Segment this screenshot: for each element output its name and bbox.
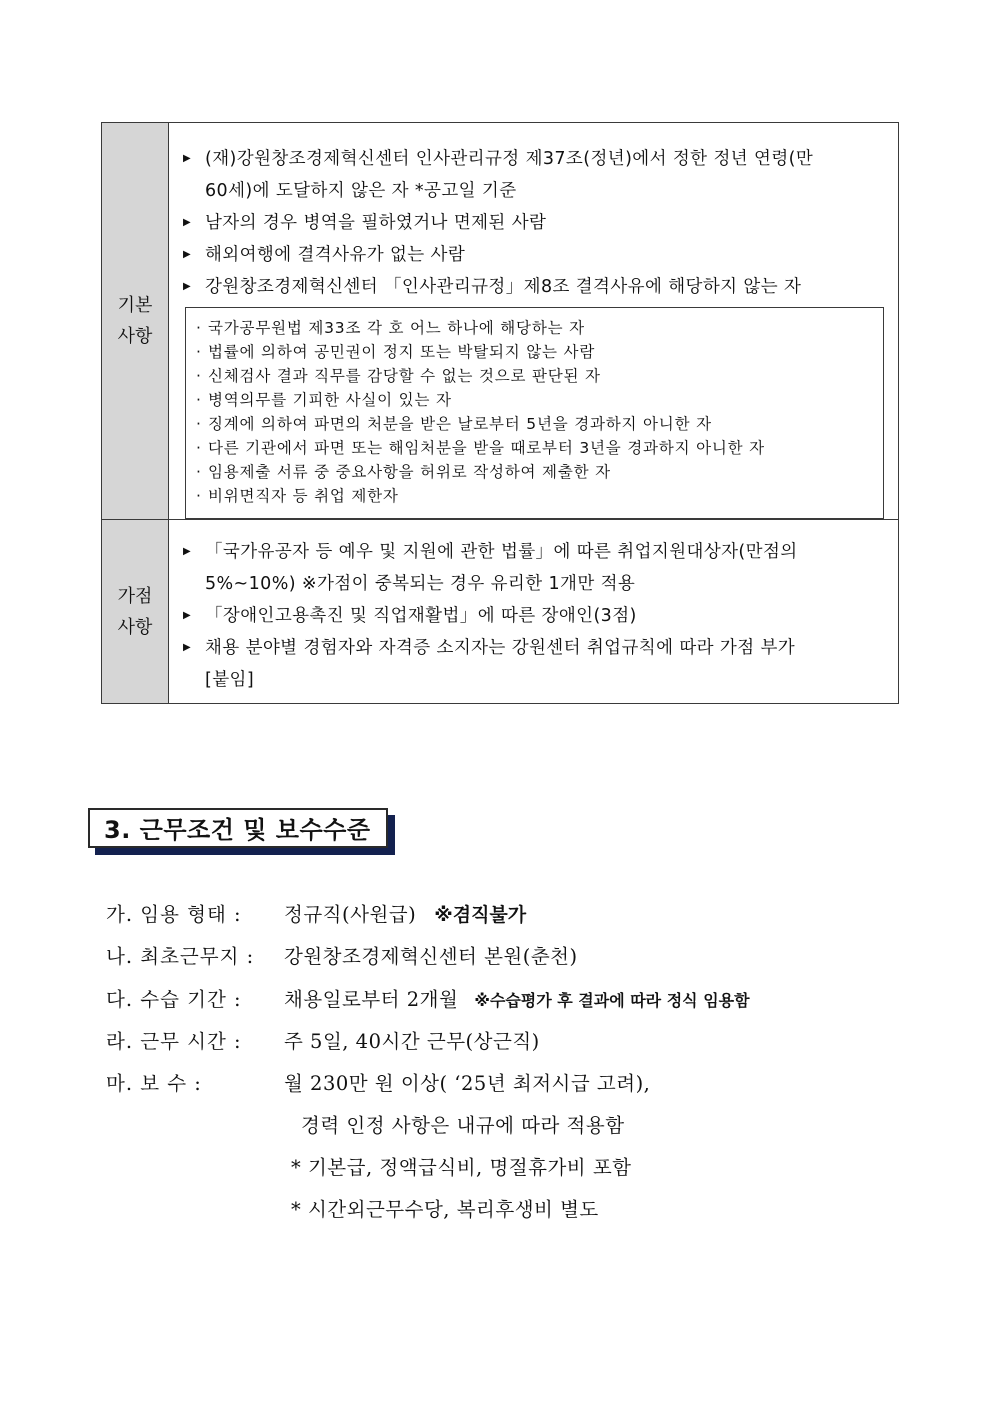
requirement-item: ▶ (재)강원창조경제혁신센터 인사관리규정 제37조(정년)에서 정한 정년 연령(만 60세)에 도달하지 않은 자 *공고일 기준 <box>179 143 888 207</box>
eligibility-table <box>101 122 899 704</box>
salary-note: 경력 인정 사항은 내규에 따라 적용함 <box>301 1114 625 1137</box>
requirement-item: ▶ 남자의 경우 병역을 필하였거나 면제된 사람 <box>179 207 888 239</box>
condition-probation: 다. 수습 기간 : 채용일로부터 2개월 ※수습평가 후 결과에 따라 정식 임용함 <box>106 988 750 1011</box>
basic-requirements-row <box>102 123 899 520</box>
disqualification-item: · 징계에 의하여 파면의 처분을 받은 날로부터 5년을 경과하지 아니한 자 <box>196 412 873 436</box>
bonus-points-content <box>169 520 899 704</box>
basic-requirements-content <box>169 123 899 520</box>
condition-employment-type: 가. 임용 형태 : 정규직(사원급) ※겸직불가 <box>106 903 527 926</box>
condition-salary: 마. 보 수 : 월 230만 원 이상( ‘25년 최저시급 고려), <box>106 1072 651 1095</box>
disqualification-item: · 비위면직자 등 취업 제한자 <box>196 484 873 508</box>
salary-note: * 시간외근무수당, 복리후생비 별도 <box>291 1198 599 1221</box>
disqualification-item: · 임용제출 서류 중 중요사항을 허위로 작성하여 제출한 자 <box>196 460 873 484</box>
bonus-item: ▶ 「장애인고용촉진 및 직업재활법」에 따른 장애인(3점) <box>179 600 888 632</box>
bonus-points-label: 가점 사항 <box>102 520 169 704</box>
bonus-points-row <box>102 520 899 704</box>
section-title: 3. 근무조건 및 보수수준 <box>88 808 388 848</box>
disqualification-item: · 다른 기관에서 파면 또는 해임처분을 받을 때로부터 3년을 경과하지 아니한 자 <box>196 436 873 460</box>
disqualification-item: · 국가공무원법 제33조 각 호 어느 하나에 해당하는 자 <box>196 316 873 340</box>
bonus-item: ▶ 채용 분야별 경험자와 자격증 소지자는 강원센터 취업규칙에 따라 가점 부가 [붙임] <box>179 632 888 696</box>
condition-workplace: 나. 최초근무지 : 강원창조경제혁신센터 본원(춘천) <box>106 945 578 968</box>
salary-note: * 기본급, 정액급식비, 명절휴가비 포함 <box>291 1156 632 1179</box>
disqualification-item: · 병역의무를 기피한 사실이 있는 자 <box>196 388 873 412</box>
disqualification-box <box>185 307 884 519</box>
condition-work-hours: 라. 근무 시간 : 주 5일, 40시간 근무(상근직) <box>106 1030 540 1053</box>
requirement-item: ▶ 해외여행에 결격사유가 없는 사람 <box>179 239 888 271</box>
disqualification-item: · 신체검사 결과 직무를 감당할 수 없는 것으로 판단된 자 <box>196 364 873 388</box>
basic-requirements-label: 기본 사항 <box>102 123 169 520</box>
disqualification-item: · 법률에 의하여 공민권이 정지 또는 박탈되지 않는 사람 <box>196 340 873 364</box>
requirement-item: ▶ 강원창조경제혁신센터 「인사관리규정」제8조 결격사유에 해당하지 않는 자 <box>179 271 888 303</box>
bonus-item: ▶ 「국가유공자 등 예우 및 지원에 관한 법률」에 따른 취업지원대상자(만점의 5%~10%) ※가점이 중복되는 경우 유리한 1개만 적용 <box>179 536 888 600</box>
